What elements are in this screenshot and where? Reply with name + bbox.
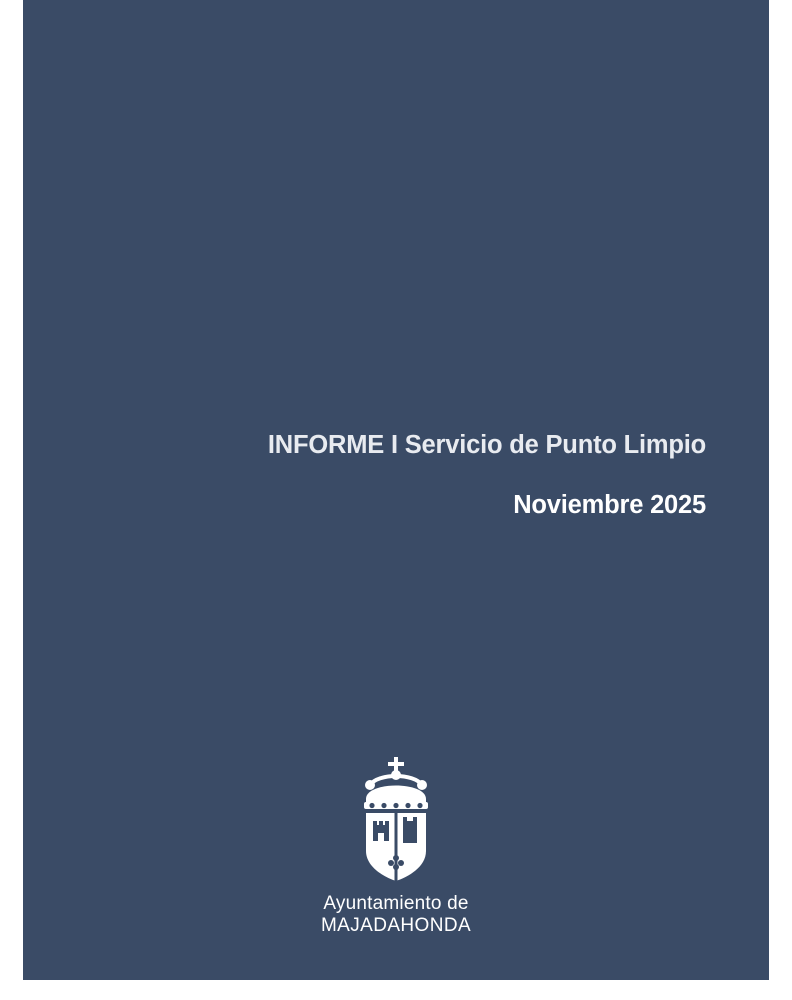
coat-of-arms-crest-icon [348,755,444,885]
cover-panel [23,0,769,980]
institution-name [23,893,769,938]
cover-title-block [23,430,769,522]
report-date: Noviembre 2025 [513,490,706,519]
institution-name-line2: MAJADAHONDA [320,915,472,937]
report-title: INFORME I Servicio de Punto Limpio [267,431,706,459]
institution-name-line1: Ayuntamiento de [323,893,469,914]
institution-logo [23,755,769,938]
